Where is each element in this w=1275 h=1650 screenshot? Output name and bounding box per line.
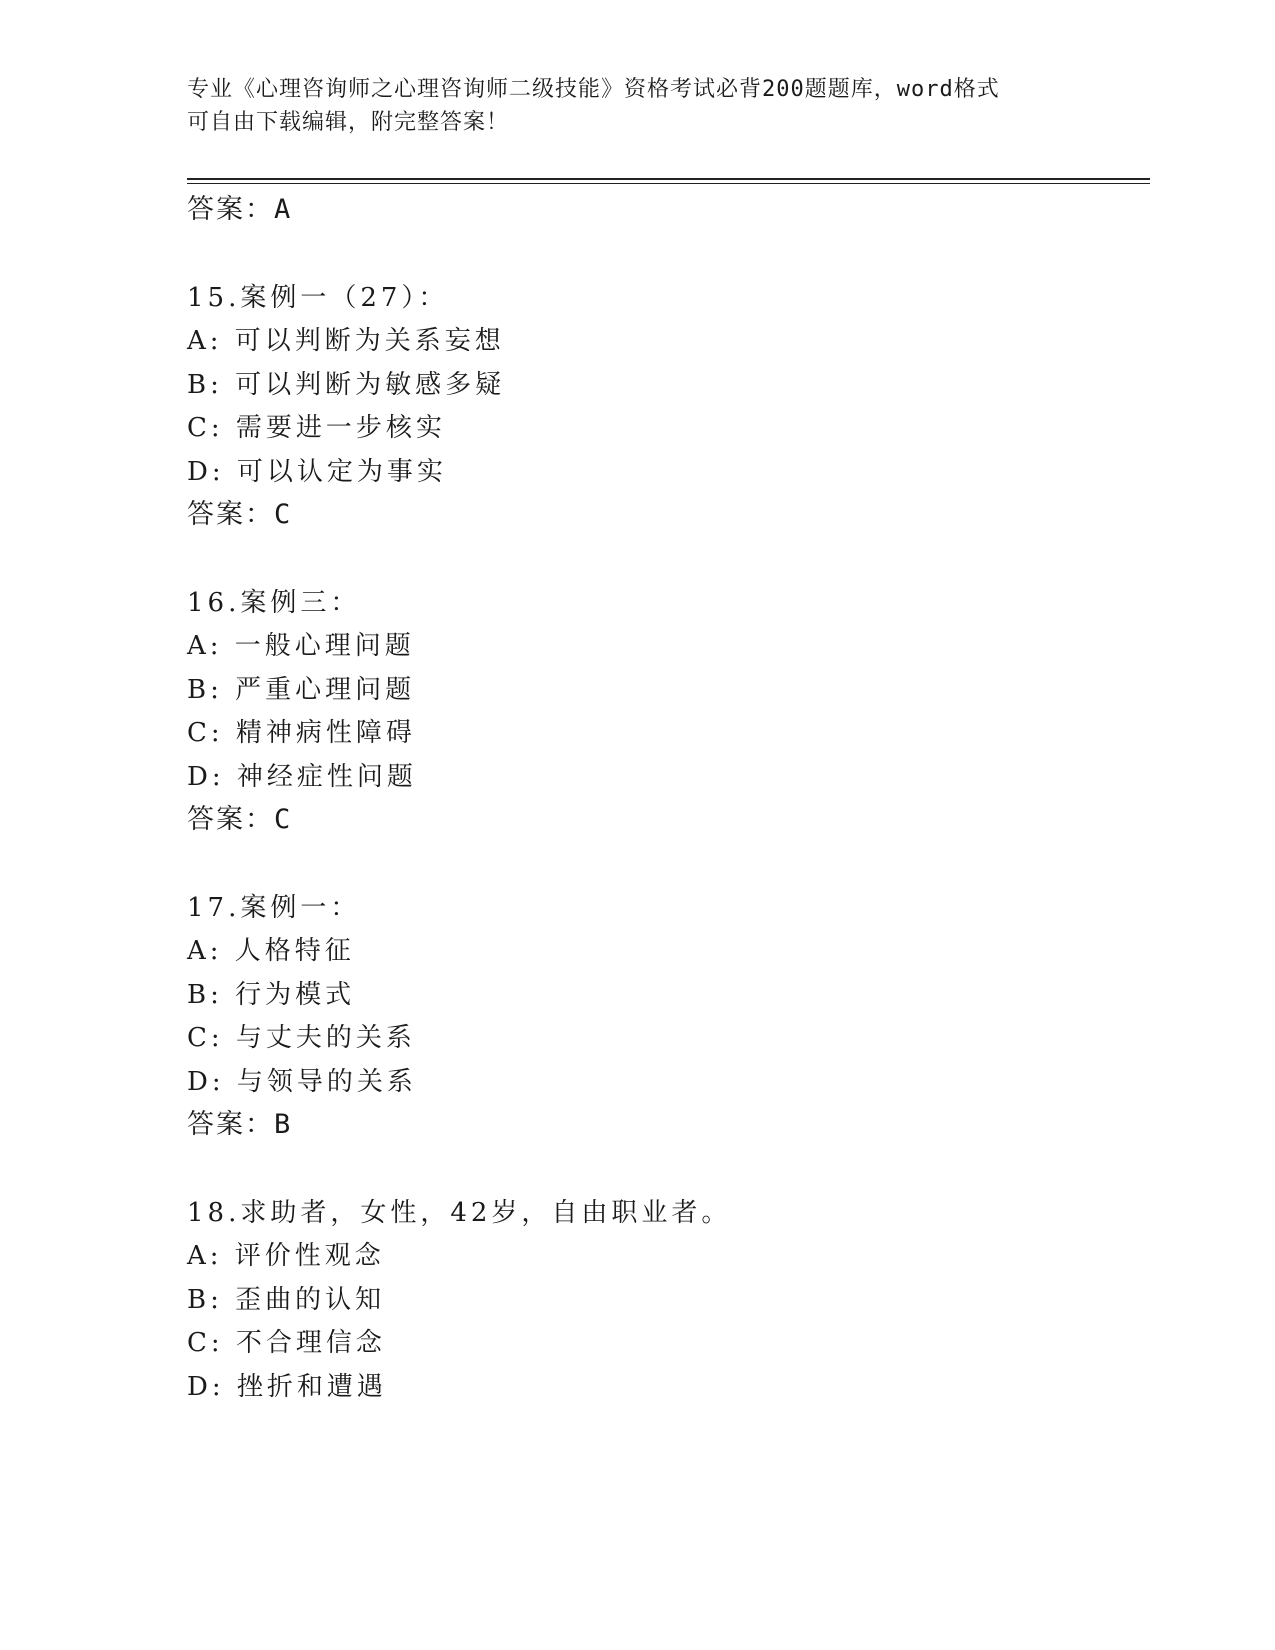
question-title: 17.案例一： (187, 893, 361, 923)
header-line-2: 可自由下载编辑，附完整答案！ (187, 110, 510, 135)
question-option: C: 需要进一步核实 (187, 413, 446, 443)
question-option: C: 不合理信念 (187, 1328, 386, 1358)
answer-line (187, 804, 292, 836)
answer-label: 答案： (187, 194, 274, 225)
question-option: C: 精神病性障碍 (187, 718, 416, 748)
question-title: 18.求助者，女性，42岁，自由职业者。 (187, 1198, 732, 1228)
question-option: B: 可以判断为敏感多疑 (187, 370, 506, 400)
question-option: A: 一般心理问题 (187, 631, 415, 661)
answer-value: A (274, 194, 293, 225)
answer-label: 答案： (187, 804, 274, 835)
answer-line (187, 1109, 292, 1141)
answer-value: C (274, 804, 293, 835)
answer-line (187, 194, 292, 226)
header-rule-thick (187, 178, 1150, 180)
answer-label: 答案： (187, 499, 274, 530)
header-rule-thin (187, 183, 1150, 184)
question-option: B: 行为模式 (187, 980, 356, 1010)
answer-line (187, 499, 292, 531)
question-option: D: 与领导的关系 (187, 1067, 417, 1097)
question-option: A: 可以判断为关系妄想 (187, 326, 505, 356)
answer-label: 答案： (187, 1109, 274, 1140)
question-option: D: 挫折和遭遇 (187, 1372, 387, 1402)
question-option: C: 与丈夫的关系 (187, 1023, 416, 1053)
question-option: B: 严重心理问题 (187, 675, 416, 705)
question-option: D: 可以认定为事实 (187, 457, 447, 487)
header-line-1: 专业《心理咨询师之心理咨询师二级技能》资格考试必背200题题库，word格式 (187, 77, 1000, 102)
question-title: 15.案例一（27）： (187, 283, 449, 313)
answer-value: B (274, 1109, 293, 1140)
answer-value: C (274, 499, 293, 530)
question-option: A: 人格特征 (187, 936, 355, 966)
document-header (187, 73, 1067, 139)
question-option: B: 歪曲的认知 (187, 1285, 386, 1315)
question-option: D: 神经症性问题 (187, 762, 417, 792)
question-title: 16.案例三： (187, 588, 361, 618)
question-option: A: 评价性观念 (187, 1241, 385, 1271)
